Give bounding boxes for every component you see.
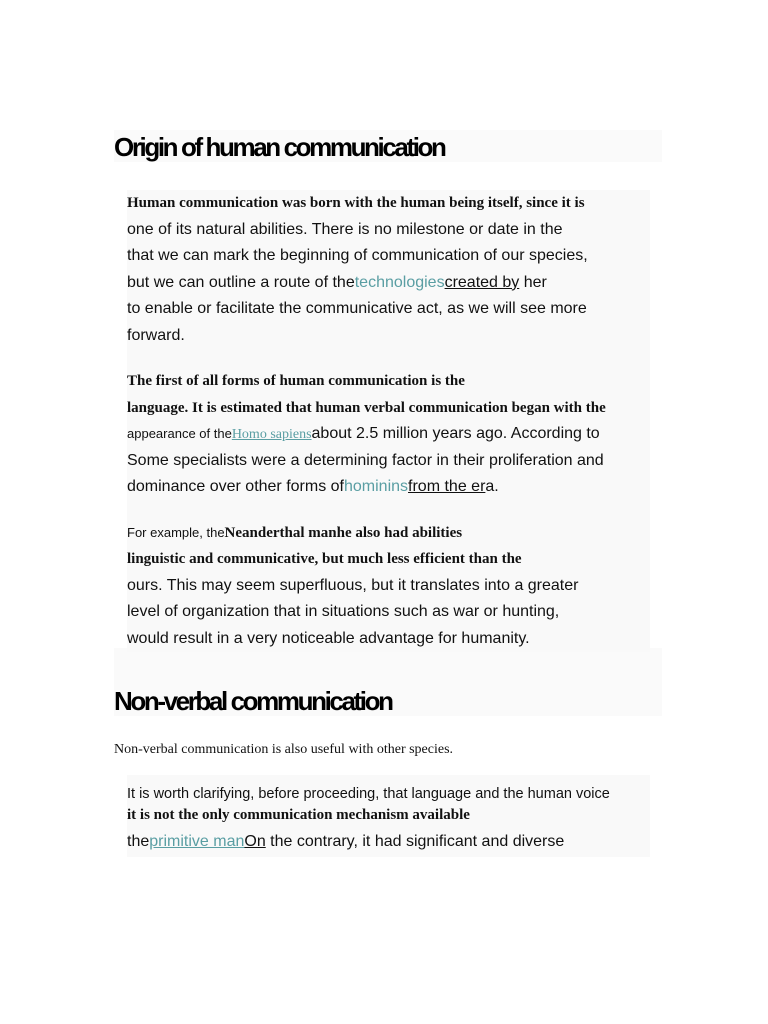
paragraph-line: language. It is estimated that human verbal communication began with the xyxy=(127,399,606,416)
link-on[interactable]: On xyxy=(244,832,266,850)
paragraph-3 xyxy=(127,520,650,653)
text-segment: the xyxy=(127,832,150,850)
paragraph-line: to enable or facilitate the communicative act, as we will see more xyxy=(127,300,587,317)
paragraph-line: Human communication was born with the human being itself, since it is xyxy=(127,195,585,211)
link-created-by[interactable]: created by xyxy=(444,273,520,291)
link-technologies[interactable]: technologies xyxy=(354,273,445,291)
paragraph-line: linguistic and communicative, but much less efficient than the xyxy=(127,551,522,567)
paragraph-line: ours. This may seem superfluous, but it translates into a greater xyxy=(127,576,579,594)
text-segment: but we can outline a route of the xyxy=(127,273,355,291)
paragraph-line: that we can mark the beginning of communication of our species, xyxy=(127,247,588,264)
paragraph-2 xyxy=(127,368,650,501)
text-segment: For example, the xyxy=(127,524,225,540)
section-nonverbal-body xyxy=(127,775,650,857)
text-segment: dominance over other forms of xyxy=(127,478,344,495)
paragraph-line xyxy=(127,421,650,448)
nonverbal-intro: Non-verbal communication is also useful with other species. xyxy=(114,742,454,757)
link-hominins[interactable]: hominins xyxy=(344,478,409,495)
paragraph-line: It is worth clarifying, before proceeding, that language and the human voice xyxy=(127,786,610,802)
section-origin-body xyxy=(127,190,650,652)
text-segment: the contrary, it had significant and diverse xyxy=(265,832,565,850)
paragraph-line: forward. xyxy=(127,326,185,344)
paragraph-line xyxy=(127,270,650,297)
link-from-the-era[interactable]: from the er xyxy=(408,478,486,495)
text-segment: Neanderthal manhe also had abilities xyxy=(224,524,463,541)
paragraph-line: would result in a very noticeable advantage for humanity. xyxy=(127,629,530,647)
link-homo-sapiens[interactable]: Homo sapiens xyxy=(231,427,312,442)
paragraph-line: one of its natural abilities. There is no milestone or date in the xyxy=(127,220,563,238)
link-primitive-man[interactable]: primitive man xyxy=(149,832,245,850)
paragraph-line: level of organization that in situations such as war or hunting, xyxy=(127,603,560,620)
text-segment: appearance of the xyxy=(127,426,232,441)
section-title-origin: Origin of human communication xyxy=(114,132,445,162)
paragraph-line: it is not the only communication mechanism available xyxy=(127,807,470,823)
paragraph-line: The first of all forms of human communication is the xyxy=(127,373,465,389)
paragraph-line xyxy=(127,829,650,856)
paragraph-line xyxy=(127,520,650,547)
section-title-nonverbal: Non-verbal communication xyxy=(114,686,392,716)
text-segment: about 2.5 million years ago. According to xyxy=(311,425,600,442)
text-segment: her xyxy=(519,273,547,291)
paragraph-1 xyxy=(127,190,650,349)
paragraph-line: Some specialists were a determining factor in their proliferation and xyxy=(127,451,604,469)
text-segment: a. xyxy=(485,478,499,495)
paragraph-line xyxy=(127,474,650,501)
